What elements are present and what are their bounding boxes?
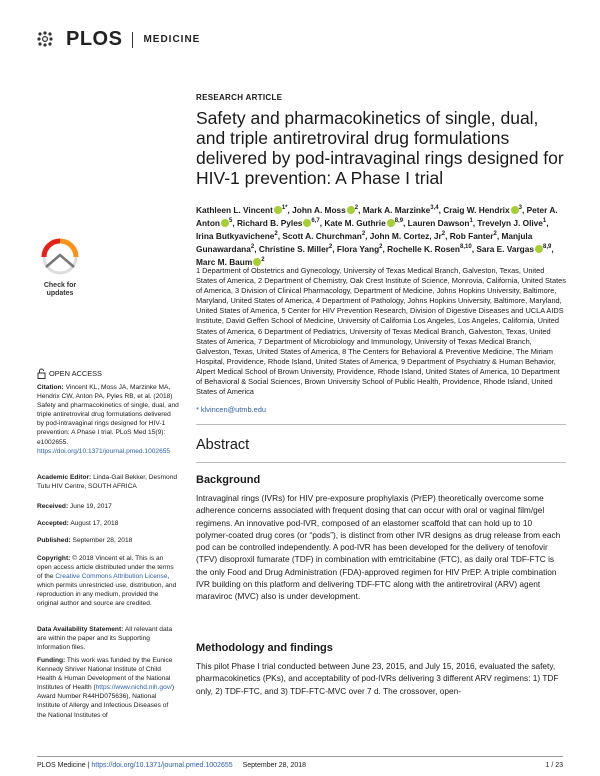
author-name: Kathleen L. Vincent (196, 204, 273, 215)
author-list: Kathleen L. Vincent $^{1*}$, John A. Moss $^2$, Mark A. Marzinke$^{3,4}$, Craig W. Hendrix $^3$, Peter A. Anton $^5$, Richard B. Pyles $^{6,7}$, Kate M. Guthrie $^{8,9}$, Lauren Dawson$^1$, Trevelyn J. Olive$^1$, Irina Butkyavichene$^2$, Scott A. Churchman$^2$, John M. Cortez, Jr$^2$, Rob Fanter$^2$, Manjula Gunawardana$^2$, Christine S. Miller$^2$, Flora Yang$^2$, Rochelle K. Rosen$^{8,10}$, Sara E. Vargas $^{8,9}$, Marc M. Baum $^2$ (196, 204, 558, 267)
corresponding-email-link[interactable]: * klvincen@utmb.edu (196, 405, 266, 414)
article-title: Safety and pharmacokinetics of single, dual, and triple antiretroviral drug formulations delivered by pod-intravaginal rings designed for HIV-1 prevention: A Phase I trial (196, 108, 564, 188)
orcid-icon[interactable] (535, 245, 543, 253)
plos-logo (36, 28, 200, 51)
author-name: Marc M. Baum (196, 256, 253, 267)
copyright-block: Copyright: © 2018 Vincent et al. This is an open access article distributed under the terms of the Creative Commons Attribution License, which permits unrestricted use, distribution, and reproduction in any medium, provided the original author and source are credited. (37, 555, 177, 608)
orcid-icon[interactable] (511, 206, 519, 214)
author-affiliation-marker: 1 (542, 217, 547, 224)
author-name: Craig W. Hendrix (443, 204, 510, 215)
page-number: 1 / 23 (545, 762, 563, 769)
author-name: John M. Cortez, Jr (369, 230, 442, 241)
author-affiliation-marker: 2 (354, 205, 359, 211)
citation-block: Citation: Vincent KL, Moss JA, Marzinke MA, Hendrix CW, Anton PA, Pyles RB, et al. (2018) Safety and pharmacokinetics of single, dual, and triple antiretroviral drug formulations delivered by pod-intravaginal rings designed for HIV-1 prevention: A Phase I trial. PLoS Med 15(9): e1002655. https://doi.org/10.1371/journal.pmed.1002655 (37, 384, 179, 455)
orcid-icon[interactable] (387, 219, 395, 227)
author-affiliation-marker: 2 (328, 243, 333, 250)
author-affiliation-marker: 5 (228, 217, 233, 224)
logo-divider (132, 32, 133, 48)
author-name: Lauren Dawson (407, 217, 470, 228)
author-affiliation-marker: 1* (281, 205, 288, 211)
author-affiliation-marker: 3 (518, 205, 522, 211)
author-affiliation-marker: 2 (379, 243, 383, 250)
author-affiliation-marker: 2 (250, 243, 255, 250)
orcid-icon[interactable] (274, 206, 282, 214)
author-name: Christine S. Miller (258, 243, 329, 254)
author-name: Rochelle K. Rosen (387, 243, 460, 254)
divider-abstract (196, 462, 566, 463)
footer-doi-link[interactable]: https://doi.org/10.1371/journal.pmed.1002655 (91, 762, 233, 769)
author-name: Sara E. Vargas (476, 243, 534, 254)
author-affiliation-marker: 2 (361, 230, 366, 237)
author-name: Peter A. Anton (196, 204, 558, 228)
footer-divider (37, 756, 563, 757)
accepted-date: Accepted: August 17, 2018 (37, 520, 119, 527)
open-lock-icon (37, 368, 46, 379)
author-affiliation-marker: 8,9 (542, 243, 552, 250)
methods-paragraph: This pilot Phase I trial conducted between June 23, 2015, and July 15, 2016, evaluated the safety, pharmacokinetics (PKs), and acceptability of pod-IVRs delivering 3 different ARV regimens: 1) TDF only, 2) TDF-FTC, and 3) TDF-FTC-MVC over 7 d. The crossover, open- (196, 661, 559, 696)
nichd-link[interactable]: https://www.nichd.nih.gov/ (95, 684, 172, 692)
author-name: Flora Yang (336, 243, 380, 254)
page-footer: PLOS Medicine | https://doi.org/10.1371/journal.pmed.1002655 September 28, 2018 1 / 23 (37, 762, 563, 769)
author-affiliation-marker: 2 (441, 230, 446, 237)
open-access-label: OPEN ACCESS (37, 368, 102, 379)
brand-name: PLOS (66, 28, 123, 50)
background-heading: Background (196, 474, 261, 486)
author-name: Mark A. Marzinke (362, 204, 431, 215)
author-affiliation-marker: 3,4 (430, 205, 439, 211)
author-name: Scott A. Churchman (282, 230, 362, 241)
cc-license-link[interactable]: Creative Commons Attribution License (55, 573, 168, 581)
author-name: Rob Fanter (449, 230, 494, 241)
author-name: Trevelyn J. Olive (477, 217, 543, 228)
data-availability: Data Availability Statement: All relevant data are within the paper and its Supporting Information files. (37, 626, 173, 652)
author-name: Kate M. Guthrie (324, 217, 386, 228)
author-affiliation-marker: 2 (493, 230, 497, 237)
methods-heading: Methodology and findings (196, 642, 333, 654)
author-affiliation-marker: 8,9 (394, 217, 404, 224)
academic-editor: Academic Editor: Linda-Gail Bekker, Desmond Tutu HIV Centre, SOUTH AFRICA (37, 474, 178, 491)
published-date: Published: September 28, 2018 (37, 537, 133, 544)
article-type: RESEARCH ARTICLE (196, 93, 283, 102)
background-paragraph: Intravaginal rings (IVRs) for HIV pre-exposure prophylaxis (PrEP) theoretically overcome some adherence concerns associated with frequent dosing that can occur with oral or vaginal film/gel regimens. An innovative pod-IVR, composed of an elastomer scaffold that can hold up to 10 polymer-coated drug cores (or “pods”), is distinct from other IVR designs as drug release from each pod can be controlled independently. A pod-IVR has been developed for the delivery of tenofovir (TFV) disoproxil fumarate (TDF) in combination with emtricitabine (FTC), as daily oral TDF-FTC is the only Food and Drug Administration (FDA)-approved regimen for HIV PrEP. A triple combination IVR building on this platform and delivering TDF-FTC along with the antiretroviral (ARV) agent maraviroc (MVC) also is under development. (196, 493, 561, 602)
funding-block: Funding: This work was funded by the Eunice Kennedy Shriver National Institute of Child Health & Human Development of the National Institutes of Health (https://www.nichd.nih.gov/) Award Number R44HD075636), National Institute of Allergy and Infectious Diseases of the National Institutes of (37, 657, 175, 719)
author-name: Richard B. Pyles (236, 217, 303, 228)
orcid-icon[interactable] (347, 206, 355, 214)
check-updates-icon (38, 237, 82, 277)
author-name: Irina Butkyavichene (196, 230, 275, 241)
author-name: Manjula Gunawardana (196, 230, 533, 254)
footer-journal: PLOS Medicine (37, 762, 86, 769)
author-affiliation-marker: 1 (469, 217, 473, 224)
orcid-icon[interactable] (221, 219, 229, 227)
author-affiliation-marker: 6,7 (311, 217, 320, 224)
author-name: John A. Moss (292, 204, 346, 215)
author-affiliation-marker: 8,10 (460, 243, 472, 250)
journal-name: MEDICINE (143, 34, 201, 45)
citation-doi-link[interactable]: https://doi.org/10.1371/journal.pmed.1002655 (37, 447, 171, 455)
footer-date: September 28, 2018 (242, 762, 307, 769)
check-for-updates-badge[interactable] (38, 237, 82, 299)
affiliations: 1 Department of Obstetrics and Gynecology, University of Texas Medical Branch, Galveston, Texas, United States of America, 2 Department of Chemistry, Oak Crest Institute of Science, Monrovia, California, United States of America, 3 Division of Clinical Pharmacology, Department of Medicine, Johns Hopkins University, Baltimore, Maryland, United States of America, 4 Department of Pathology, Johns Hopkins University, Baltimore, Maryland, United States of America, 5 Center for HIV Prevention Research, Division of Digestive Diseases and UCLA AIDS Institute, David Geffen School of Medicine, University of California Los Angeles, Los Angeles, California, United States of America, 6 Department of Pediatrics, University of Texas Medical Branch, Galveston, Texas, United States of America, 7 Department of Microbiology and Immunology, University of Texas Medical Branch, Galveston, Texas, United States of America, 8 The Centers for Behavioral & Preventive Medicine, The Miriam Hospital, Providence, Rhode Island, United States of America, 9 Department of Psychiatry & Human Behavior, Alpert Medical School of Brown University, Providence, Rhode Island, United States of America, 10 Department of Behavioral & Social Sciences, Brown University School of Public Health, Providence, Rhode Island, United States of America (196, 266, 566, 397)
check-updates-label: Check for updates (43, 282, 77, 297)
plos-dots-icon (36, 30, 60, 50)
abstract-heading: Abstract (196, 437, 250, 453)
divider-top (196, 424, 566, 425)
received-date: Received: June 19, 2017 (37, 503, 112, 510)
author-affiliation-marker: 2 (261, 256, 265, 263)
author-affiliation-marker: 2 (274, 230, 278, 237)
